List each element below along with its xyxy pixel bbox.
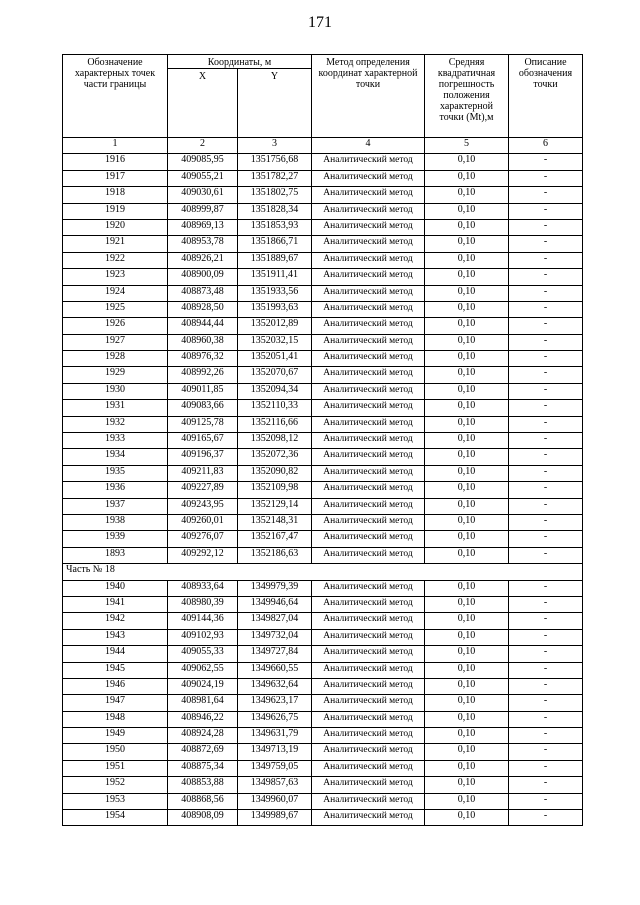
header-y: Y <box>238 69 312 138</box>
cell-coord-x: 408960,38 <box>168 334 238 350</box>
cell-mean-error: 0,10 <box>425 498 509 514</box>
cell-mean-error: 0,10 <box>425 236 509 252</box>
cell-method: Аналитический метод <box>312 269 425 285</box>
header-x: X <box>168 69 238 138</box>
cell-coord-x: 408992,26 <box>168 367 238 383</box>
cell-coord-y: 1351889,67 <box>238 252 312 268</box>
cell-coord-y: 1352094,34 <box>238 383 312 399</box>
cell-method: Аналитический метод <box>312 695 425 711</box>
header-point-designation: Обозначение характерных точек части границы <box>63 55 168 138</box>
table-row <box>63 711 583 727</box>
cell-method: Аналитический метод <box>312 793 425 809</box>
cell-point-id: 1919 <box>63 203 168 219</box>
cell-mean-error: 0,10 <box>425 547 509 563</box>
cell-mean-error: 0,10 <box>425 482 509 498</box>
cell-mean-error: 0,10 <box>425 318 509 334</box>
section-row <box>63 564 583 580</box>
cell-description: - <box>509 744 583 760</box>
cell-coord-x: 409055,33 <box>168 646 238 662</box>
cell-coord-x: 408875,34 <box>168 760 238 776</box>
cell-point-id: 1954 <box>63 810 168 826</box>
cell-coord-y: 1352109,98 <box>238 482 312 498</box>
cell-mean-error: 0,10 <box>425 678 509 694</box>
cell-mean-error: 0,10 <box>425 613 509 629</box>
cell-coord-x: 409024,19 <box>168 678 238 694</box>
cell-method: Аналитический метод <box>312 613 425 629</box>
cell-description: - <box>509 170 583 186</box>
cell-description: - <box>509 154 583 170</box>
cell-point-id: 1928 <box>63 351 168 367</box>
cell-point-id: 1924 <box>63 285 168 301</box>
cell-coord-x: 408969,13 <box>168 219 238 235</box>
cell-coord-y: 1349960,07 <box>238 793 312 809</box>
cell-mean-error: 0,10 <box>425 203 509 219</box>
cell-point-id: 1934 <box>63 449 168 465</box>
cell-method: Аналитический метод <box>312 531 425 547</box>
table-row <box>63 482 583 498</box>
cell-coord-x: 408924,28 <box>168 728 238 744</box>
cell-coord-x: 408976,32 <box>168 351 238 367</box>
table-row <box>63 646 583 662</box>
cell-coord-x: 408873,48 <box>168 285 238 301</box>
column-number-row <box>63 138 583 154</box>
cell-coord-x: 408933,64 <box>168 580 238 596</box>
cell-description: - <box>509 449 583 465</box>
cell-mean-error: 0,10 <box>425 695 509 711</box>
column-number: 6 <box>509 138 583 154</box>
cell-mean-error: 0,10 <box>425 465 509 481</box>
cell-mean-error: 0,10 <box>425 154 509 170</box>
cell-description: - <box>509 269 583 285</box>
table-row <box>63 810 583 826</box>
table-row <box>63 793 583 809</box>
cell-point-id: 1918 <box>63 187 168 203</box>
cell-point-id: 1939 <box>63 531 168 547</box>
cell-coord-y: 1351828,34 <box>238 203 312 219</box>
table-row <box>63 531 583 547</box>
table-row <box>63 678 583 694</box>
header-description: Описание обозначения точки <box>509 55 583 138</box>
cell-point-id: 1943 <box>63 629 168 645</box>
cell-mean-error: 0,10 <box>425 400 509 416</box>
cell-coord-x: 409243,95 <box>168 498 238 514</box>
cell-coord-y: 1352032,15 <box>238 334 312 350</box>
cell-description: - <box>509 187 583 203</box>
cell-coord-x: 408926,21 <box>168 252 238 268</box>
cell-coord-y: 1352148,31 <box>238 514 312 530</box>
cell-description: - <box>509 531 583 547</box>
cell-description: - <box>509 219 583 235</box>
cell-mean-error: 0,10 <box>425 744 509 760</box>
cell-method: Аналитический метод <box>312 580 425 596</box>
cell-coord-y: 1352072,36 <box>238 449 312 465</box>
cell-method: Аналитический метод <box>312 777 425 793</box>
cell-point-id: 1921 <box>63 236 168 252</box>
cell-method: Аналитический метод <box>312 416 425 432</box>
table-row <box>63 219 583 235</box>
cell-method: Аналитический метод <box>312 498 425 514</box>
table-row <box>63 744 583 760</box>
cell-coord-y: 1351993,63 <box>238 301 312 317</box>
cell-mean-error: 0,10 <box>425 711 509 727</box>
cell-coord-x: 408900,09 <box>168 269 238 285</box>
column-number: 4 <box>312 138 425 154</box>
cell-description: - <box>509 433 583 449</box>
cell-mean-error: 0,10 <box>425 596 509 612</box>
cell-coord-y: 1351756,68 <box>238 154 312 170</box>
cell-mean-error: 0,10 <box>425 662 509 678</box>
cell-method: Аналитический метод <box>312 760 425 776</box>
table-row <box>63 301 583 317</box>
cell-method: Аналитический метод <box>312 301 425 317</box>
table-row <box>63 465 583 481</box>
cell-mean-error: 0,10 <box>425 219 509 235</box>
header-method: Метод определения координат характерной точки <box>312 55 425 138</box>
cell-coord-y: 1349660,55 <box>238 662 312 678</box>
table-row <box>63 187 583 203</box>
cell-coord-x: 409062,55 <box>168 662 238 678</box>
cell-description: - <box>509 285 583 301</box>
cell-coord-y: 1349979,39 <box>238 580 312 596</box>
cell-point-id: 1927 <box>63 334 168 350</box>
cell-method: Аналитический метод <box>312 203 425 219</box>
cell-description: - <box>509 252 583 268</box>
cell-point-id: 1948 <box>63 711 168 727</box>
cell-coord-x: 409083,66 <box>168 400 238 416</box>
cell-method: Аналитический метод <box>312 383 425 399</box>
table-row <box>63 252 583 268</box>
cell-coord-y: 1349713,19 <box>238 744 312 760</box>
table-row <box>63 236 583 252</box>
cell-coord-y: 1352070,67 <box>238 367 312 383</box>
cell-method: Аналитический метод <box>312 351 425 367</box>
cell-description: - <box>509 760 583 776</box>
cell-method: Аналитический метод <box>312 482 425 498</box>
table-row <box>63 580 583 596</box>
cell-mean-error: 0,10 <box>425 383 509 399</box>
cell-description: - <box>509 777 583 793</box>
cell-method: Аналитический метод <box>312 728 425 744</box>
cell-point-id: 1929 <box>63 367 168 383</box>
column-number: 3 <box>238 138 312 154</box>
cell-mean-error: 0,10 <box>425 367 509 383</box>
table-row <box>63 170 583 186</box>
cell-coord-y: 1349857,63 <box>238 777 312 793</box>
cell-coord-y: 1352051,41 <box>238 351 312 367</box>
cell-method: Аналитический метод <box>312 433 425 449</box>
table-row <box>63 400 583 416</box>
cell-method: Аналитический метод <box>312 367 425 383</box>
cell-method: Аналитический метод <box>312 662 425 678</box>
cell-coord-y: 1351802,75 <box>238 187 312 203</box>
cell-description: - <box>509 351 583 367</box>
cell-method: Аналитический метод <box>312 400 425 416</box>
cell-mean-error: 0,10 <box>425 449 509 465</box>
cell-point-id: 1937 <box>63 498 168 514</box>
cell-mean-error: 0,10 <box>425 170 509 186</box>
cell-mean-error: 0,10 <box>425 760 509 776</box>
cell-coord-x: 408853,88 <box>168 777 238 793</box>
cell-mean-error: 0,10 <box>425 629 509 645</box>
cell-description: - <box>509 629 583 645</box>
cell-coord-x: 409055,21 <box>168 170 238 186</box>
cell-description: - <box>509 203 583 219</box>
column-number: 1 <box>63 138 168 154</box>
cell-description: - <box>509 580 583 596</box>
cell-description: - <box>509 334 583 350</box>
table-row <box>63 662 583 678</box>
cell-mean-error: 0,10 <box>425 285 509 301</box>
cell-coord-x: 409144,36 <box>168 613 238 629</box>
cell-point-id: 1926 <box>63 318 168 334</box>
table-row <box>63 547 583 563</box>
section-label: Часть № 18 <box>63 564 583 580</box>
cell-coord-x: 408908,09 <box>168 810 238 826</box>
cell-method: Аналитический метод <box>312 744 425 760</box>
cell-coord-y: 1349827,04 <box>238 613 312 629</box>
cell-coord-x: 409085,95 <box>168 154 238 170</box>
cell-point-id: 1923 <box>63 269 168 285</box>
cell-coord-x: 408946,22 <box>168 711 238 727</box>
cell-coord-x: 409196,37 <box>168 449 238 465</box>
cell-method: Аналитический метод <box>312 465 425 481</box>
cell-description: - <box>509 695 583 711</box>
cell-description: - <box>509 810 583 826</box>
cell-coord-x: 409030,61 <box>168 187 238 203</box>
cell-point-id: 1946 <box>63 678 168 694</box>
cell-point-id: 1925 <box>63 301 168 317</box>
cell-coord-x: 409211,83 <box>168 465 238 481</box>
cell-coord-x: 409292,12 <box>168 547 238 563</box>
cell-point-id: 1933 <box>63 433 168 449</box>
cell-point-id: 1932 <box>63 416 168 432</box>
cell-coord-x: 409165,67 <box>168 433 238 449</box>
cell-mean-error: 0,10 <box>425 793 509 809</box>
cell-method: Аналитический метод <box>312 318 425 334</box>
table-row <box>63 269 583 285</box>
cell-description: - <box>509 318 583 334</box>
table-row <box>63 596 583 612</box>
cell-description: - <box>509 301 583 317</box>
cell-coord-x: 409227,89 <box>168 482 238 498</box>
cell-mean-error: 0,10 <box>425 187 509 203</box>
cell-method: Аналитический метод <box>312 219 425 235</box>
cell-coord-x: 408981,64 <box>168 695 238 711</box>
cell-mean-error: 0,10 <box>425 514 509 530</box>
cell-coord-y: 1349623,17 <box>238 695 312 711</box>
cell-description: - <box>509 596 583 612</box>
cell-coord-x: 408944,44 <box>168 318 238 334</box>
cell-method: Аналитический метод <box>312 285 425 301</box>
cell-mean-error: 0,10 <box>425 580 509 596</box>
cell-coord-x: 408872,69 <box>168 744 238 760</box>
cell-coord-x: 409260,01 <box>168 514 238 530</box>
cell-coord-y: 1351853,93 <box>238 219 312 235</box>
cell-mean-error: 0,10 <box>425 416 509 432</box>
cell-method: Аналитический метод <box>312 596 425 612</box>
cell-coord-y: 1349946,64 <box>238 596 312 612</box>
cell-coord-y: 1352098,12 <box>238 433 312 449</box>
cell-point-id: 1916 <box>63 154 168 170</box>
cell-point-id: 1942 <box>63 613 168 629</box>
cell-description: - <box>509 646 583 662</box>
cell-method: Аналитический метод <box>312 154 425 170</box>
cell-coord-y: 1351933,56 <box>238 285 312 301</box>
cell-point-id: 1949 <box>63 728 168 744</box>
cell-coord-y: 1352012,89 <box>238 318 312 334</box>
cell-method: Аналитический метод <box>312 334 425 350</box>
cell-mean-error: 0,10 <box>425 433 509 449</box>
cell-description: - <box>509 416 583 432</box>
cell-coord-x: 408999,87 <box>168 203 238 219</box>
cell-point-id: 1950 <box>63 744 168 760</box>
cell-coord-y: 1351911,41 <box>238 269 312 285</box>
cell-mean-error: 0,10 <box>425 334 509 350</box>
column-number: 2 <box>168 138 238 154</box>
table-row <box>63 613 583 629</box>
cell-method: Аналитический метод <box>312 170 425 186</box>
cell-coord-y: 1349631,79 <box>238 728 312 744</box>
cell-description: - <box>509 514 583 530</box>
table-row <box>63 154 583 170</box>
cell-description: - <box>509 367 583 383</box>
cell-mean-error: 0,10 <box>425 252 509 268</box>
table-row <box>63 433 583 449</box>
cell-point-id: 1953 <box>63 793 168 809</box>
cell-coord-y: 1351866,71 <box>238 236 312 252</box>
cell-description: - <box>509 711 583 727</box>
header-mean-error: Средняя квадратичная погрешность положения характерной точки (Mt),м <box>425 55 509 138</box>
table-row <box>63 285 583 301</box>
cell-mean-error: 0,10 <box>425 810 509 826</box>
cell-point-id: 1930 <box>63 383 168 399</box>
cell-mean-error: 0,10 <box>425 531 509 547</box>
table-row <box>63 728 583 744</box>
cell-method: Аналитический метод <box>312 449 425 465</box>
cell-method: Аналитический метод <box>312 547 425 563</box>
cell-coord-y: 1349732,04 <box>238 629 312 645</box>
cell-point-id: 1922 <box>63 252 168 268</box>
cell-point-id: 1944 <box>63 646 168 662</box>
cell-description: - <box>509 728 583 744</box>
cell-coord-y: 1352116,66 <box>238 416 312 432</box>
cell-coord-y: 1349759,05 <box>238 760 312 776</box>
table-row <box>63 629 583 645</box>
cell-coord-x: 408980,39 <box>168 596 238 612</box>
cell-point-id: 1947 <box>63 695 168 711</box>
cell-mean-error: 0,10 <box>425 728 509 744</box>
cell-description: - <box>509 498 583 514</box>
table-row <box>63 514 583 530</box>
table-row <box>63 367 583 383</box>
cell-coord-y: 1352090,82 <box>238 465 312 481</box>
table-row <box>63 777 583 793</box>
cell-method: Аналитический метод <box>312 678 425 694</box>
cell-coord-y: 1352167,47 <box>238 531 312 547</box>
cell-point-id: 1920 <box>63 219 168 235</box>
cell-method: Аналитический метод <box>312 629 425 645</box>
table-row <box>63 695 583 711</box>
cell-description: - <box>509 482 583 498</box>
coordinates-table <box>62 54 583 826</box>
table-row <box>63 318 583 334</box>
cell-method: Аналитический метод <box>312 252 425 268</box>
cell-coord-y: 1352129,14 <box>238 498 312 514</box>
cell-method: Аналитический метод <box>312 514 425 530</box>
table-row <box>63 203 583 219</box>
cell-mean-error: 0,10 <box>425 351 509 367</box>
cell-description: - <box>509 383 583 399</box>
cell-coord-x: 408928,50 <box>168 301 238 317</box>
table-row <box>63 449 583 465</box>
cell-point-id: 1951 <box>63 760 168 776</box>
table-row <box>63 498 583 514</box>
cell-point-id: 1931 <box>63 400 168 416</box>
cell-point-id: 1938 <box>63 514 168 530</box>
table-row <box>63 351 583 367</box>
cell-point-id: 1945 <box>63 662 168 678</box>
cell-point-id: 1936 <box>63 482 168 498</box>
cell-coord-x: 409102,93 <box>168 629 238 645</box>
cell-mean-error: 0,10 <box>425 646 509 662</box>
table-row <box>63 760 583 776</box>
cell-coord-y: 1349727,84 <box>238 646 312 662</box>
table-row <box>63 383 583 399</box>
cell-mean-error: 0,10 <box>425 269 509 285</box>
cell-coord-y: 1352186,63 <box>238 547 312 563</box>
cell-description: - <box>509 793 583 809</box>
cell-coord-x: 409125,78 <box>168 416 238 432</box>
cell-point-id: 1940 <box>63 580 168 596</box>
cell-mean-error: 0,10 <box>425 777 509 793</box>
cell-description: - <box>509 236 583 252</box>
cell-description: - <box>509 678 583 694</box>
cell-point-id: 1952 <box>63 777 168 793</box>
cell-point-id: 1917 <box>63 170 168 186</box>
cell-point-id: 1935 <box>63 465 168 481</box>
cell-description: - <box>509 662 583 678</box>
cell-method: Аналитический метод <box>312 711 425 727</box>
cell-method: Аналитический метод <box>312 187 425 203</box>
cell-coord-y: 1349632,64 <box>238 678 312 694</box>
cell-coord-x: 408868,56 <box>168 793 238 809</box>
cell-method: Аналитический метод <box>312 810 425 826</box>
cell-method: Аналитический метод <box>312 236 425 252</box>
cell-point-id: 1941 <box>63 596 168 612</box>
cell-coord-y: 1352110,33 <box>238 400 312 416</box>
cell-coord-y: 1349626,75 <box>238 711 312 727</box>
cell-mean-error: 0,10 <box>425 301 509 317</box>
cell-description: - <box>509 547 583 563</box>
header-coordinates: Координаты, м <box>168 55 312 69</box>
page-number: 171 <box>308 14 332 31</box>
table-row <box>63 416 583 432</box>
cell-method: Аналитический метод <box>312 646 425 662</box>
cell-description: - <box>509 613 583 629</box>
cell-coord-x: 409276,07 <box>168 531 238 547</box>
column-number: 5 <box>425 138 509 154</box>
cell-coord-y: 1349989,67 <box>238 810 312 826</box>
cell-coord-x: 408953,78 <box>168 236 238 252</box>
cell-coord-x: 409011,85 <box>168 383 238 399</box>
cell-point-id: 1893 <box>63 547 168 563</box>
cell-coord-y: 1351782,27 <box>238 170 312 186</box>
table-row <box>63 334 583 350</box>
cell-description: - <box>509 400 583 416</box>
cell-description: - <box>509 465 583 481</box>
